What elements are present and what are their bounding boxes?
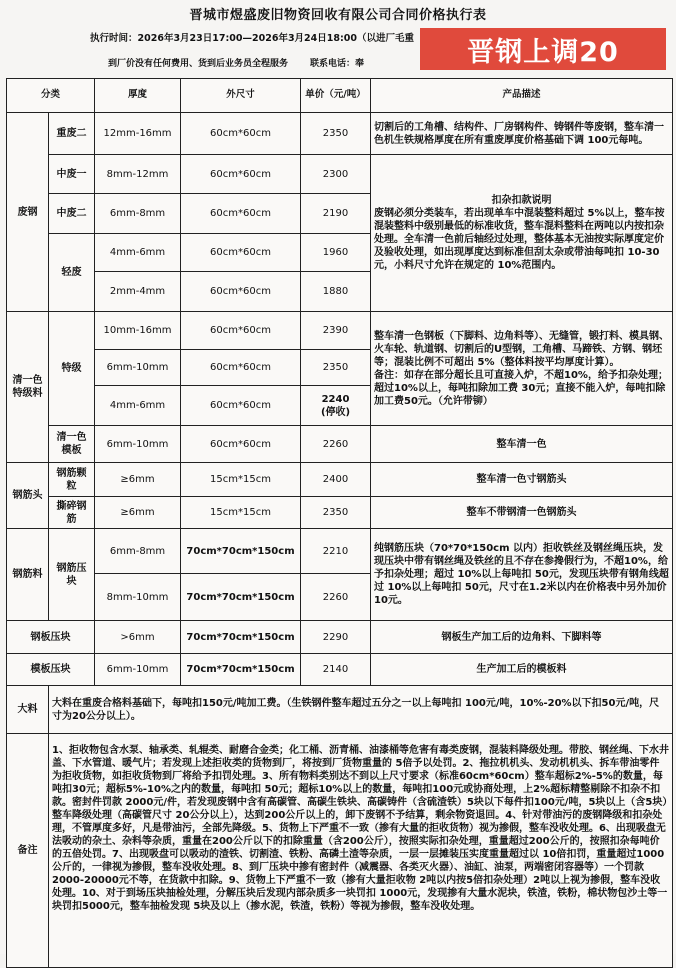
header-category: 分类 [7,79,95,113]
clear-desc: 整车清一色 [371,426,673,463]
size-cell: 60cm*60cm [181,312,301,350]
big-material-desc: 大料在重废合格料基础下，每吨扣150元/吨加工费。（生铁钢件整车超过五分之一以上每吨扣 100元/吨，10%-20%以下扣50元/吨，尺寸为20公分以上）。 [49,686,673,734]
category-rebar-head: 钢筋头 [7,463,49,529]
rebar-block-desc: 纯钢筋压块（70*70*150cm 以内）拒收铁丝及钢丝绳压块，发现压块中带有钢丝绳及铁丝的且不存在参搀假行为，不超10%，给予扣杂处理；超过 10%以上每吨扣 50元，发现压块带有钢角线超过 10%以上每吨扣 50元，尺寸在1.2米以内在价格表中另外加价 10元。 [371,529,673,621]
stopped-badge: (停收) [320,406,351,418]
desc-cell: 整车清一色寸钢筋头 [371,463,673,497]
price-cell: 2140 [301,654,371,686]
size-cell: 60cm*60cm [181,194,301,234]
price-cell: 2390 [301,312,371,350]
category-scrap: 废钢 [7,113,49,312]
thickness-cell: 6mm-10mm [95,654,181,686]
subcategory-rebar-block: 钢筋压块 [49,529,95,621]
price-cell: 2290 [301,621,371,654]
price-table [6,78,673,968]
subcategory-heavy2: 重废二 [49,113,95,155]
thickness-cell: 8mm-12mm [95,155,181,194]
table-header [7,79,673,113]
price-cell: 2210 [301,529,371,574]
deduction-notes [371,155,673,312]
thickness-cell: ≥6mm [95,463,181,497]
table-row [7,463,673,497]
notice-line [108,56,364,69]
table-row [7,155,673,194]
thickness-cell: 12mm-16mm [95,113,181,155]
size-cell: 15cm*15cm [181,463,301,497]
table-row [7,734,673,968]
size-cell: 60cm*60cm [181,386,301,426]
page-title: 晋城市煜盛废旧物资回收有限公司合同价格执行表 [189,8,487,23]
table-row [7,654,673,686]
price-cell: 2260 [301,574,371,621]
price-cell: 2350 [301,113,371,155]
size-cell: 15cm*15cm [181,497,301,529]
header-price: 单价（元/吨） [301,79,371,113]
desc-heavy2: 切割后的工角槽、结构件、厂房钢构件、铸钢件等废钢，整车清一色机生铁规格厚度在所有重废厚度价格基础下调 100元每吨。 [371,113,673,155]
remarks-text: 1、拒收物包含水泵、轴承类、轧辊类、耐磨合金类；化工桶、沥青桶、油漆桶等危害有毒类废钢，混装料降级处理。带胶、钢丝绳、下水井盖、下水管道、暖气片；若发现上述拒收类的货物到厂，将按到厂货物重量的 5倍予以处罚。2、拖拉机机头、发动机机头、拆车带油零件为拒收货物，如拒收货物到厂将给予扣罚处理。3、所有物料类别达不到以上尺寸要求（标准60cm*60cm）整车超标2%-5%的数量，每吨扣30元；超标5%-10%之内的数量，每吨扣 50元；超标10%以上的数量，每吨扣100元或协商处理，上2%超标精整剔除不扣杂不扣款。密封件罚款 2000元/件，若发现废钢中含有高碳管、高碳生铁块、高碳铸件（含硫渣铁）5块以下每件扣100元/吨，5块以上（含5块）整车降级处理（高碳管尺寸 20公分以上），达到200公斤以上的，卸下废钢不予结算，剩余物资退回。4、针对带油污的废钢降级和扣杂处理，不管厚度多好，凡是带油污，全部先降级。5、货物上下严重不一致（掺有大量的拒收货物）视为掺假，整车没收处理。6、出现吸盘无法吸动的杂土、杂料等杂质，重量在200公斤以下的扣除重量（含200公斤），按照实际扣杂处理，重量超过200公斤的，按照扣杂每吨价的五倍处罚。7、出现吸盘可以吸动的渣铁、切割渣、铁粉、高磷土渣等杂质，一层一层摊装压实度重量超过以 10倍扣罚，重量超过1000公斤的，一律视为掺假，整车没收处理。8、到厂压块中掺有密封件（减震器、各类灭火器）、油缸、油泵，两端密闭容器等）一个罚款2000-20000元不等，在货款中扣除。9、货物上下严重不一致（掺有大量拒收物 2吨以内按5倍扣杂处理）2吨以上视为掺假，整车没收处理。10、对于到场压块抽检处理，分解压块后发现内部杂质多一块罚扣 1000元，发现掺有大量水泥块，铁渣，铁粉，棉状物包沙土等一块罚扣5000元，整车抽检发现 5块及以上（掺水泥，铁渣，铁粉）等视为掺假，整车没收处理。 [49,734,673,968]
price-cell: 2350 [301,497,371,529]
subcategory-mid2: 中废二 [49,194,95,234]
category-remarks: 备注 [7,734,49,968]
thickness-cell: 8mm-10mm [95,574,181,621]
category-big-material: 大料 [7,686,49,734]
thickness-cell: >6mm [95,621,181,654]
deduction-title: 扣杂扣款说明 [491,195,552,206]
table-row [7,113,673,155]
price-cell [301,386,371,426]
deduction-body: 废钢必须分类装车，若出现单车中混装整料超过 5%以上，整车按混装整料中级别最低的标准收货，整车混料整料在两吨以内按扣杂处理。全车清一色前后轴经过处理，整体基本无油按实际厚度定价及验收处理，如出现厚度达到标准但刮太杂或带油每吨扣 10-30元，小料尺寸允许在规定的 10%范围内。 [374,208,665,271]
size-cell: 60cm*60cm [181,155,301,194]
service-notice: 到厂价没有任何费用、货到后业务员全程服务 [108,59,289,69]
price-cell: 1880 [301,272,371,312]
thickness-cell: 4mm-6mm [95,234,181,272]
contact-phone: 联系电话：奉 [310,59,365,69]
table-row [7,529,673,574]
price-cell: 2400 [301,463,371,497]
subcategory-clear: 清一色模板 [49,426,95,463]
table-row [7,497,673,529]
desc-cell: 生产加工后的模板料 [371,654,673,686]
subcategory-rebar-pellet: 钢筋颗粒 [49,463,95,497]
category-mould-block: 模板压块 [7,654,95,686]
header-desc: 产品描述 [371,79,673,113]
special-desc-text: 整车清一色钢板（下脚料、边角料等）、无缝管，锻打料、模具钢、火车轮、轨道钢、切割后的U型钢，工角槽、马蹄铁、方钢、钢坯等；混装比例不可超出 5%（整体料按平均厚度计算）。 [374,330,670,368]
table-row [7,686,673,734]
special-note-text: 备注：如存在部分超长且可直接入炉，不超10%，给予扣杂处理；超过10%以上，每吨扣除加工费 30元；直接不能入炉，每吨扣除加工费50元。（允许带铆） [374,369,668,407]
thickness-cell: ≥6mm [95,497,181,529]
price-cell: 2260 [301,426,371,463]
category-rebar: 钢筋料 [7,529,49,621]
size-cell: 60cm*60cm [181,234,301,272]
price-cell: 1960 [301,234,371,272]
size-cell: 60cm*60cm [181,272,301,312]
desc-cell: 钢板生产加工后的边角料、下脚料等 [371,621,673,654]
thickness-cell: 6mm-10mm [95,350,181,386]
size-cell: 60cm*60cm [181,113,301,155]
thickness-cell: 2mm-4mm [95,272,181,312]
thickness-cell: 10mm-16mm [95,312,181,350]
price-value: 2240 [321,393,350,405]
size-cell: 70cm*70cm*150cm [181,529,301,574]
thickness-cell: 6mm-8mm [95,529,181,574]
table-row [7,426,673,463]
thickness-cell: 6mm-10mm [95,426,181,463]
special-desc [371,312,673,426]
category-special: 清一色特级料 [7,312,49,463]
size-cell: 70cm*70cm*150cm [181,621,301,654]
subcategory-mid1: 中废一 [49,155,95,194]
header-thickness: 厚度 [95,79,181,113]
size-cell: 70cm*70cm*150cm [181,574,301,621]
subcategory-shredded-rebar: 撕碎钢筋 [49,497,95,529]
desc-cell: 整车不带钢清一色钢筋头 [371,497,673,529]
header-size: 外尺寸 [181,79,301,113]
thickness-cell: 4mm-6mm [95,386,181,426]
subcategory-light: 轻废 [49,234,95,312]
price-cell: 2300 [301,155,371,194]
subcategory-special: 特级 [49,312,95,426]
size-cell: 60cm*60cm [181,350,301,386]
execution-time: 执行时间：2026年3月23日17:00—2026年3月24日18:00（以进厂毛重 [90,33,415,44]
size-cell: 70cm*70cm*150cm [181,654,301,686]
price-cell: 2190 [301,194,371,234]
table-row [7,312,673,350]
thickness-cell: 6mm-8mm [95,194,181,234]
category-plate-block: 钢板压块 [7,621,95,654]
size-cell: 60cm*60cm [181,426,301,463]
price-change-badge: 晋钢上调20 [420,28,666,70]
table-row [7,621,673,654]
price-cell: 2350 [301,350,371,386]
